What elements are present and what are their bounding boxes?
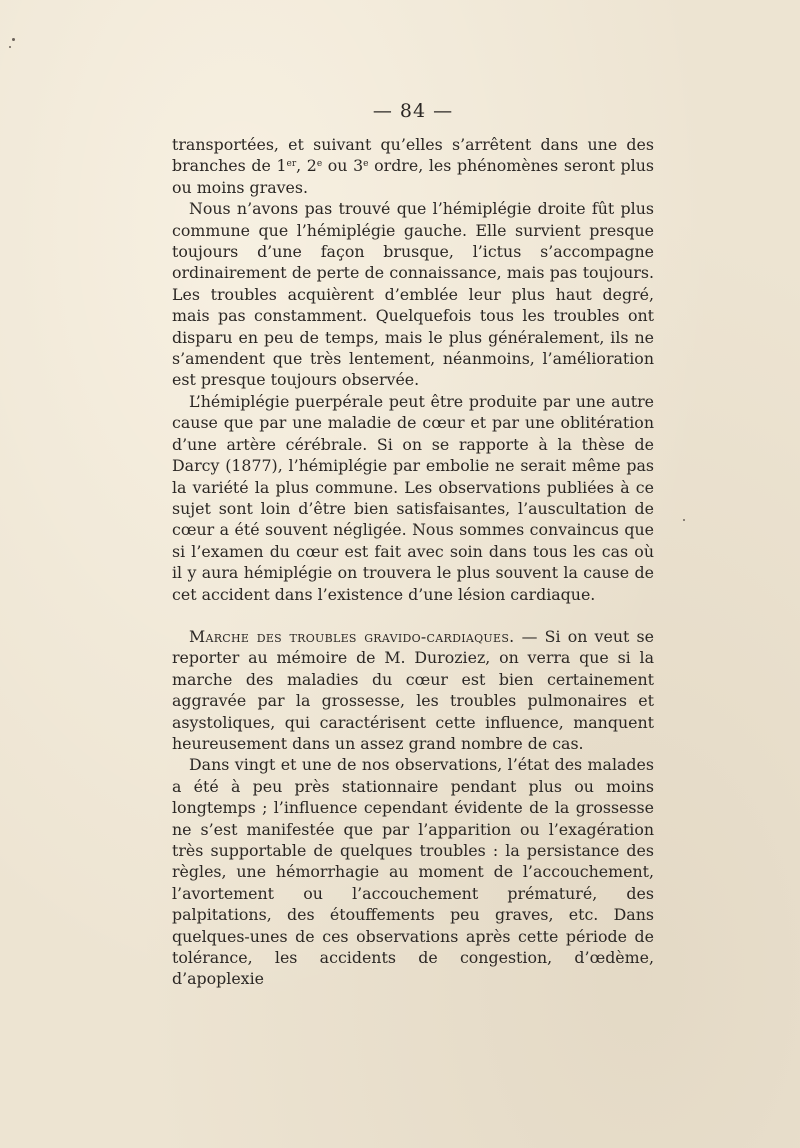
paragraph-3: L’hémiplégie puerpérale peut être produite par une autre cause que par une maladie de cœur et par une oblitération d’une artère cérébrale. Si on se rapporte à la thèse de Darcy (1877), l’hémiplégie par embolie ne serait même pas la variété la plus commune. Les observations publiées à ce sujet sont loin d’être bien satisfaisantes, l’auscultation de cœur a été souvent négligée. Nous sommes convaincus que si l’examen du cœur est fait avec soin dans tous les cas où il y aura hémiplégie on trouvera le plus souvent la cause de cet accident dans l’existence d’une lésion cardiaque. — [172, 391, 654, 604]
paragraph-2: Nous n’avons pas trouvé que l’hémiplégie droite fût plus commune que l’hémiplégie gauche. Elle survient presque toujours d’une façon brusque, l’ictus s’accompagne ordinairement de perte de connaissance, mais pas toujours. Les troubles acquièrent d’emblée leur plus haut degré, mais pas constamment. Quelquefois tous les troubles ont disparu en peu de temps, mais le plus généralement, ils ne s’amendent que très lentement, néanmoins, l’amélioration est presque toujours observée. — [172, 199, 654, 390]
section-text: — Si on veut se reporter au mémoire de M. Duroziez, on verra que si la marche des maladies du cœur est bien certainement aggravée par la grossesse, les troubles pulmonaires et asystoliques, qui caractérisent cette influence, manquent heureusement dans un assez grand nombre de cas. — [172, 626, 654, 753]
section-heading: Marche des troubles gravido-cardiaques. — [189, 626, 515, 646]
book-page — [172, 98, 654, 990]
section-paragraph — [172, 626, 654, 754]
paper-speck — [12, 38, 15, 41]
page-number: — 84 — — [372, 100, 454, 122]
section-gap — [172, 605, 654, 626]
paragraph-4: Dans vingt et une de nos observations, l’état des malades a été à peu près stationnaire pendant plus ou moins longtemps ; l’influence cependant évidente de la grossesse ne s’est manifestée que par l’apparition ou l’exagération très supportable de quelques troubles : la persistance des règles, une hémorrhagie au moment de l’accouchement, l’avortement ou l’accouchement prématuré, des palpitations, des étouffements peu graves, etc. Dans quelques-unes de ces observations après cette période de tolérance, les accidents de congestion, d’œdème, d’apoplexie — [172, 755, 654, 989]
paper-speck — [9, 46, 11, 48]
paper-speck — [683, 519, 685, 521]
paragraph-1: transportées, et suivant qu’elles s’arrêtent dans une des branches de 1er, 2e ou 3e ordre, les phénomènes seront plus ou moins graves. — [172, 135, 654, 197]
